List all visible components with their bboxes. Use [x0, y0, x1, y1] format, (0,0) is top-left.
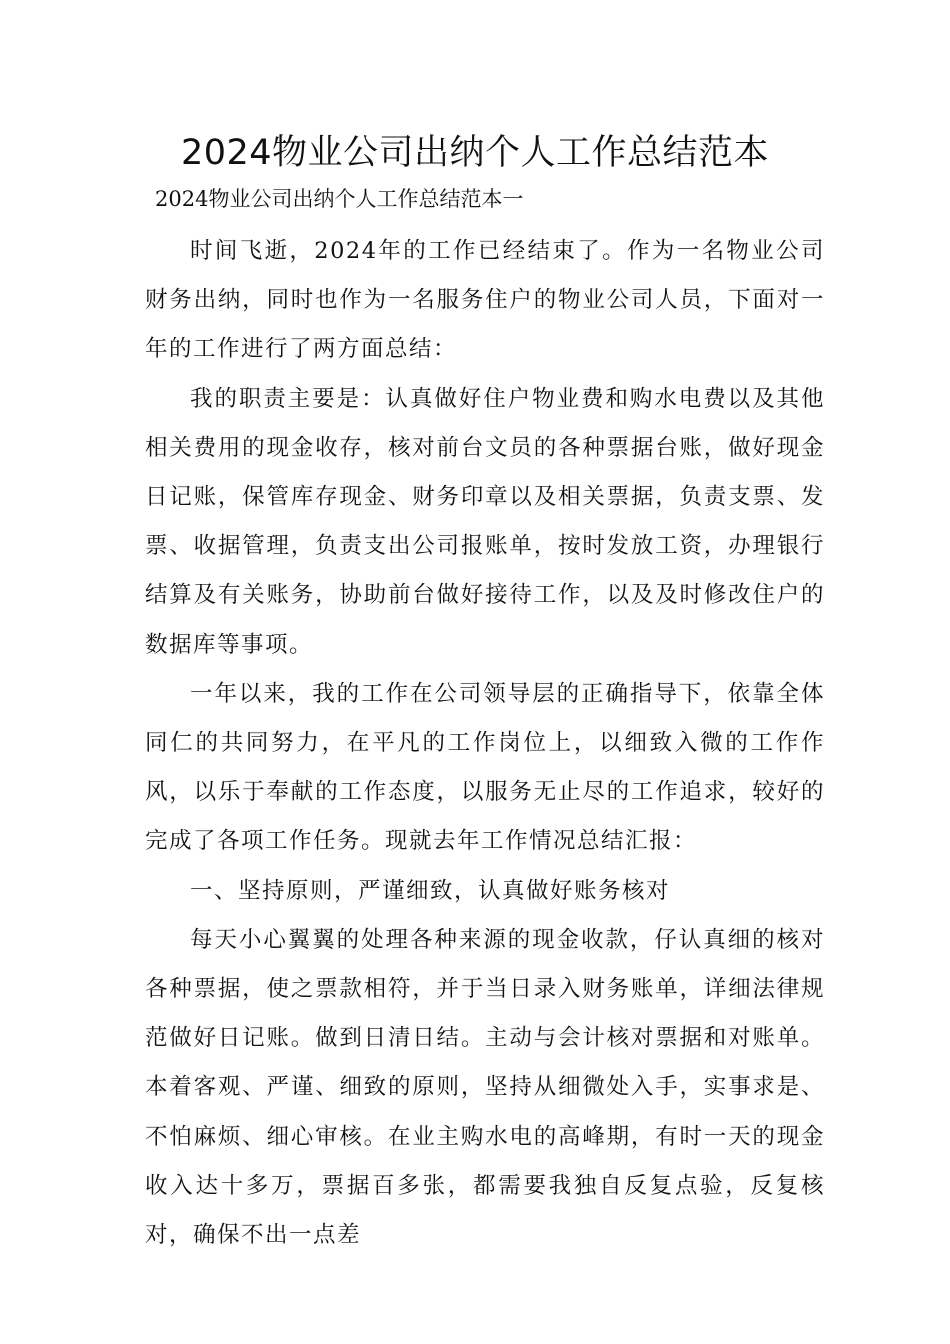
paragraph-year-review: 一年以来，我的工作在公司领导层的正确指导下，依靠全体同仁的共同努力，在平凡的工作岗位上，以细致入微的工作作风，以乐于奉献的工作态度，以服务无止尽的工作追求，较好的完成了各项工作任务。现就去年工作情况总结汇报： [145, 680, 825, 855]
document-subtitle: 2024物业公司出纳个人工作总结范本一 [155, 187, 524, 211]
paragraph-account-check: 每天小心翼翼的处理各种来源的现金收款，仔认真细的核对各种票据，使之票款相符，并于当日录入财务账单，详细法律规范做好日记账。做到日清日结。主动与会计核对票据和对账单。本着客观、严谨、细致的原则，坚持从细微处入手，实事求是、不怕麻烦、细心审核。在业主购水电的高峰期，有时一天的现金收入达十多万，票据百多张，都需要我独自反复点验，反复核对，确保不出一点差 [145, 926, 825, 1249]
document-title: 2024物业公司出纳个人工作总结范本 [180, 133, 770, 173]
section-heading-1: 一、坚持原则，严谨细致，认真做好账务核对 [190, 877, 671, 904]
document-body [145, 227, 825, 1260]
paragraph-duties: 我的职责主要是：认真做好住户物业费和购水电费以及其他相关费用的现金收存，核对前台文员的各种票据台账，做好现金日记账，保管库存现金、财务印章以及相关票据，负责支票、发票、收据管理，负责支出公司报账单，按时发放工资，办理银行结算及有关账务，协助前台做好接待工作，以及及时修改住户的数据库等事项。 [145, 385, 825, 658]
paragraph-intro: 时间飞逝，2024年的工作已经结束了。作为一名物业公司财务出纳，同时也作为一名服务住户的物业公司人员，下面对一年的工作进行了两方面总结： [145, 238, 825, 363]
